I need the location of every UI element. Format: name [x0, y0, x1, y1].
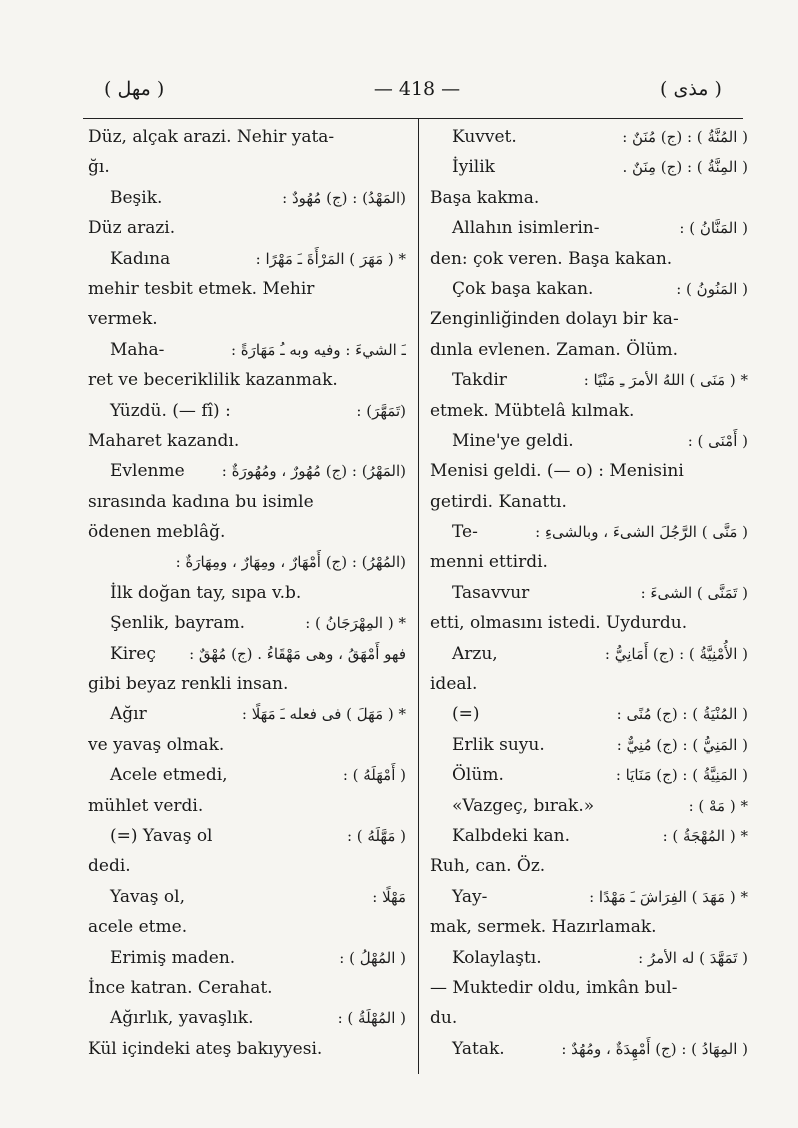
column-divider [418, 119, 419, 1074]
dictionary-line [430, 882, 748, 912]
arabic-headword: ( أَمْنَى ) : [687, 431, 748, 450]
dictionary-line [88, 517, 406, 547]
turkish-text: mak, sermek. Hazırlamak. [430, 917, 657, 938]
dictionary-line [430, 396, 748, 426]
turkish-text: Evlenme [110, 461, 185, 482]
dictionary-line [88, 912, 406, 942]
turkish-text: Yatak. [452, 1038, 505, 1059]
turkish-text: Düz, alçak arazi. Nehir yata- [88, 127, 335, 147]
arabic-headword: ( المُنَّةُ ) : (ج) مُنَنٌ : [622, 128, 748, 146]
turkish-text: Erimiş maden. [110, 947, 236, 968]
dictionary-line [88, 426, 406, 456]
dictionary-line [430, 517, 748, 547]
turkish-text: Yay- [452, 886, 488, 907]
turkish-text: mehir tesbit etmek. Mehir [88, 278, 315, 299]
arabic-headword: فهو أَمْهَقُ ، وهى مَهْقَاءُ . (ج) مُهْقٌ : [189, 644, 406, 663]
dictionary-line [88, 608, 406, 638]
dictionary-line [88, 365, 406, 395]
turkish-text: ödenen meblâğ. [88, 522, 226, 543]
header-rule [83, 118, 743, 119]
arabic-headword: ( المِهَادُ ) : (ج) أَمْهِدَةٌ ، ومُهُدٌ : [561, 1039, 748, 1058]
dictionary-line [88, 639, 406, 669]
arabic-headword: ( المِنَّةُ ) : (ج) مِنَنٌ . [622, 158, 748, 177]
dictionary-line [430, 122, 748, 152]
arabic-headword: ( المُهْلُ ) : [339, 948, 406, 967]
turkish-text: Başa kakma. [430, 187, 540, 208]
dictionary-line [430, 1003, 748, 1033]
dictionary-line [430, 669, 748, 699]
dictionary-line [88, 547, 406, 577]
dictionary-line [88, 1034, 406, 1064]
arabic-headword: ( المُهْلَةُ ) : [337, 1009, 406, 1028]
dictionary-line [88, 760, 406, 790]
dictionary-line [88, 456, 406, 486]
dictionary-line [430, 821, 748, 851]
dictionary-line [88, 183, 406, 213]
dictionary-line [88, 821, 406, 851]
arabic-headword: * ( مَنَى ) اللهُ الأمرَ ـِ مَنْيًا : [583, 371, 748, 390]
turkish-text: Çok başa kakan. [452, 278, 594, 299]
turkish-text: den: çok veren. Başa kakan. [430, 248, 673, 269]
turkish-text: (=) [452, 704, 480, 725]
turkish-text: getirdi. Kanattı. [430, 491, 567, 512]
turkish-text: Kül içindeki ateş bakıyyesi. [88, 1038, 323, 1059]
turkish-text: mühlet verdi. [88, 795, 204, 816]
turkish-text: Maha- [110, 339, 165, 360]
turkish-text: Ağırlık, yavaşlık. [110, 1008, 254, 1029]
dictionary-line [430, 639, 748, 669]
dictionary-line [430, 791, 748, 821]
dictionary-line [88, 578, 406, 608]
turkish-text: ğı. [88, 157, 110, 178]
turkish-text: ideal. [430, 674, 478, 695]
turkish-text: etmek. Mübtelâ kılmak. [430, 400, 635, 421]
turkish-text: gibi beyaz renkli insan. [88, 674, 289, 695]
arabic-headword: ( مَنَّى ) الرَّجُلَ الشىءَ ، وبالشىءِ : [535, 523, 748, 542]
arabic-headword: (تَمَهَّرَ) : [356, 401, 406, 420]
turkish-text: Erlik suyu. [452, 734, 545, 755]
arabic-headword: ( المُنْيَةُ ) : (ج) مُنًى : [616, 705, 748, 724]
arabic-headword: * ( المِهْرَجَانُ ) : [305, 614, 406, 633]
dictionary-line [88, 122, 406, 152]
arabic-headword: ـَ الشيءَ : وفيه وبه ـُ مَهَارَةً : [230, 340, 406, 359]
turkish-text: — Muktedir oldu, imkân bul- [430, 977, 678, 998]
dictionary-line [430, 274, 748, 304]
left-column [88, 122, 406, 1064]
turkish-text: Ölüm. [452, 765, 504, 786]
arabic-headword: * ( مَهْ ) : [688, 796, 748, 815]
dictionary-line [430, 699, 748, 729]
turkish-text: (=) Yavaş ol [110, 825, 213, 846]
turkish-text: Kolaylaştı. [452, 947, 542, 968]
dictionary-line [430, 487, 748, 517]
turkish-text: İnce katran. Cerahat. [88, 977, 273, 998]
dictionary-line [430, 973, 748, 1003]
turkish-text: ret ve beceriklilik kazanmak. [88, 370, 338, 391]
dictionary-line [430, 730, 748, 760]
dictionary-line [88, 244, 406, 274]
arabic-headword: ( تَمَنَّى ) الشىءَ : [640, 583, 748, 602]
turkish-text: du. [430, 1008, 458, 1029]
turkish-text: Yüzdü. (— fî) : [110, 400, 231, 421]
arabic-headword: ( المَنِيُّ ) : (ج) مُنِيٌّ : [616, 735, 748, 754]
arabic-headword: * ( المُهْجَةُ ) : [662, 826, 748, 845]
turkish-text: Tasavvur [452, 582, 530, 603]
turkish-text: Ağır [110, 704, 147, 725]
arabic-headword: * ( مَهَرَ ) المَرْأَةَ ـَ مَهْرًا : [255, 249, 406, 268]
dictionary-line [430, 335, 748, 365]
turkish-text: Kireç [110, 643, 156, 664]
turkish-text: Yavaş ol, [110, 886, 185, 907]
turkish-text: etti, olmasını istedi. Uydurdu. [430, 613, 688, 634]
dictionary-line [88, 396, 406, 426]
dictionary-line [430, 1034, 748, 1064]
arabic-headword: مَهْلًا : [372, 887, 406, 906]
arabic-headword: (المَهْدُ) : (ج) مُهُودٌ : [282, 188, 406, 207]
dictionary-line [430, 578, 748, 608]
dictionary-line [88, 669, 406, 699]
turkish-text: dedi. [88, 856, 131, 877]
turkish-text: ve yavaş olmak. [88, 734, 225, 755]
dictionary-line [88, 487, 406, 517]
dictionary-line [430, 608, 748, 638]
dictionary-line [88, 152, 406, 182]
dictionary-line [430, 213, 748, 243]
arabic-headword: (المَهْرُ) : (ج) مُهُورٌ ، ومُهُورَةٌ : [221, 462, 406, 481]
turkish-text: Ruh, can. Öz. [430, 856, 546, 877]
turkish-text: Maharet kazandı. [88, 430, 240, 451]
dictionary-line [88, 943, 406, 973]
arabic-headword: * ( مَهَدَ ) الفِرَاشَ ـَ مَهْدًا : [589, 887, 748, 906]
arabic-headword: ( المَنَّانُ ) : [679, 219, 748, 238]
header-right-keyword: ( مذى ) [660, 78, 722, 100]
arabic-headword: ( المَنِيَّةُ ) : (ج) مَنَايَا : [615, 766, 748, 785]
turkish-text: menni ettirdi. [430, 552, 548, 573]
dictionary-line [430, 183, 748, 213]
arabic-headword: ( الأُمْنِيَّةُ ) : (ج) أَمَانِيُّ : [604, 644, 748, 663]
dictionary-line [430, 547, 748, 577]
dictionary-line [430, 365, 748, 395]
page-number: — 418 — [373, 78, 461, 100]
arabic-headword: * ( مَهَلَ ) فى فعله ـَ مَهَلًا : [241, 705, 406, 724]
turkish-text: İyilik [452, 157, 495, 178]
dictionary-line [430, 304, 748, 334]
turkish-text: Allahın isimlerin- [452, 218, 600, 239]
dictionary-line [88, 335, 406, 365]
dictionary-line [88, 304, 406, 334]
turkish-text: Arzu, [452, 643, 498, 664]
turkish-text: acele etme. [88, 917, 188, 938]
dictionary-line [88, 730, 406, 760]
dictionary-line [88, 699, 406, 729]
turkish-text: sırasında kadına bu isimle [88, 491, 314, 512]
turkish-text: Mine'ye geldi. [452, 430, 574, 451]
dictionary-line [88, 213, 406, 243]
turkish-text: Te- [452, 522, 478, 543]
turkish-text: Beşik. [110, 187, 163, 208]
arabic-headword: ( أَمْهَلَهُ ) : [342, 766, 406, 785]
arabic-headword: ( مَهَّلَهُ ) : [346, 826, 406, 845]
dictionary-line [88, 1003, 406, 1033]
dictionary-line [430, 426, 748, 456]
turkish-text: Acele etmedi, [110, 765, 228, 786]
turkish-text: İlk doğan tay, sıpa v.b. [110, 582, 302, 603]
dictionary-line [430, 244, 748, 274]
arabic-headword: ( المَنُونُ ) : [676, 279, 748, 298]
turkish-text: «Vazgeç, bırak.» [452, 795, 595, 816]
dictionary-line [430, 456, 748, 486]
dictionary-line [88, 851, 406, 881]
right-column [430, 122, 748, 1064]
dictionary-line [88, 791, 406, 821]
dictionary-line [430, 760, 748, 790]
header-left-keyword: ( مهل ) [104, 78, 165, 100]
turkish-text: Takdir [452, 370, 507, 391]
turkish-text: Kuvvet. [452, 127, 517, 147]
dictionary-line [88, 973, 406, 1003]
turkish-text: Menisi geldi. (— o) : Menisini [430, 461, 684, 482]
dictionary-line [430, 912, 748, 942]
turkish-text: vermek. [88, 309, 158, 330]
turkish-text: dınla evlenen. Zaman. Ölüm. [430, 339, 678, 360]
turkish-text: Zenginliğinden dolayı bir ka- [430, 309, 679, 330]
turkish-text: Şenlik, bayram. [110, 613, 246, 634]
dictionary-line [88, 882, 406, 912]
turkish-text: Düz arazi. [88, 218, 176, 239]
dictionary-line [430, 851, 748, 881]
turkish-text: Kadına [110, 248, 171, 269]
dictionary-line [430, 943, 748, 973]
arabic-headword: ( تَمَهَّدَ ) له الأمرُ : [638, 948, 748, 967]
arabic-headword: (المُهْرُ) : (ج) أَمْهَارٌ ، ومِهَارٌ ، ومِهَارَةٌ : [175, 553, 406, 572]
turkish-text: Kalbdeki kan. [452, 825, 571, 846]
dictionary-line [88, 274, 406, 304]
dictionary-line [430, 152, 748, 182]
